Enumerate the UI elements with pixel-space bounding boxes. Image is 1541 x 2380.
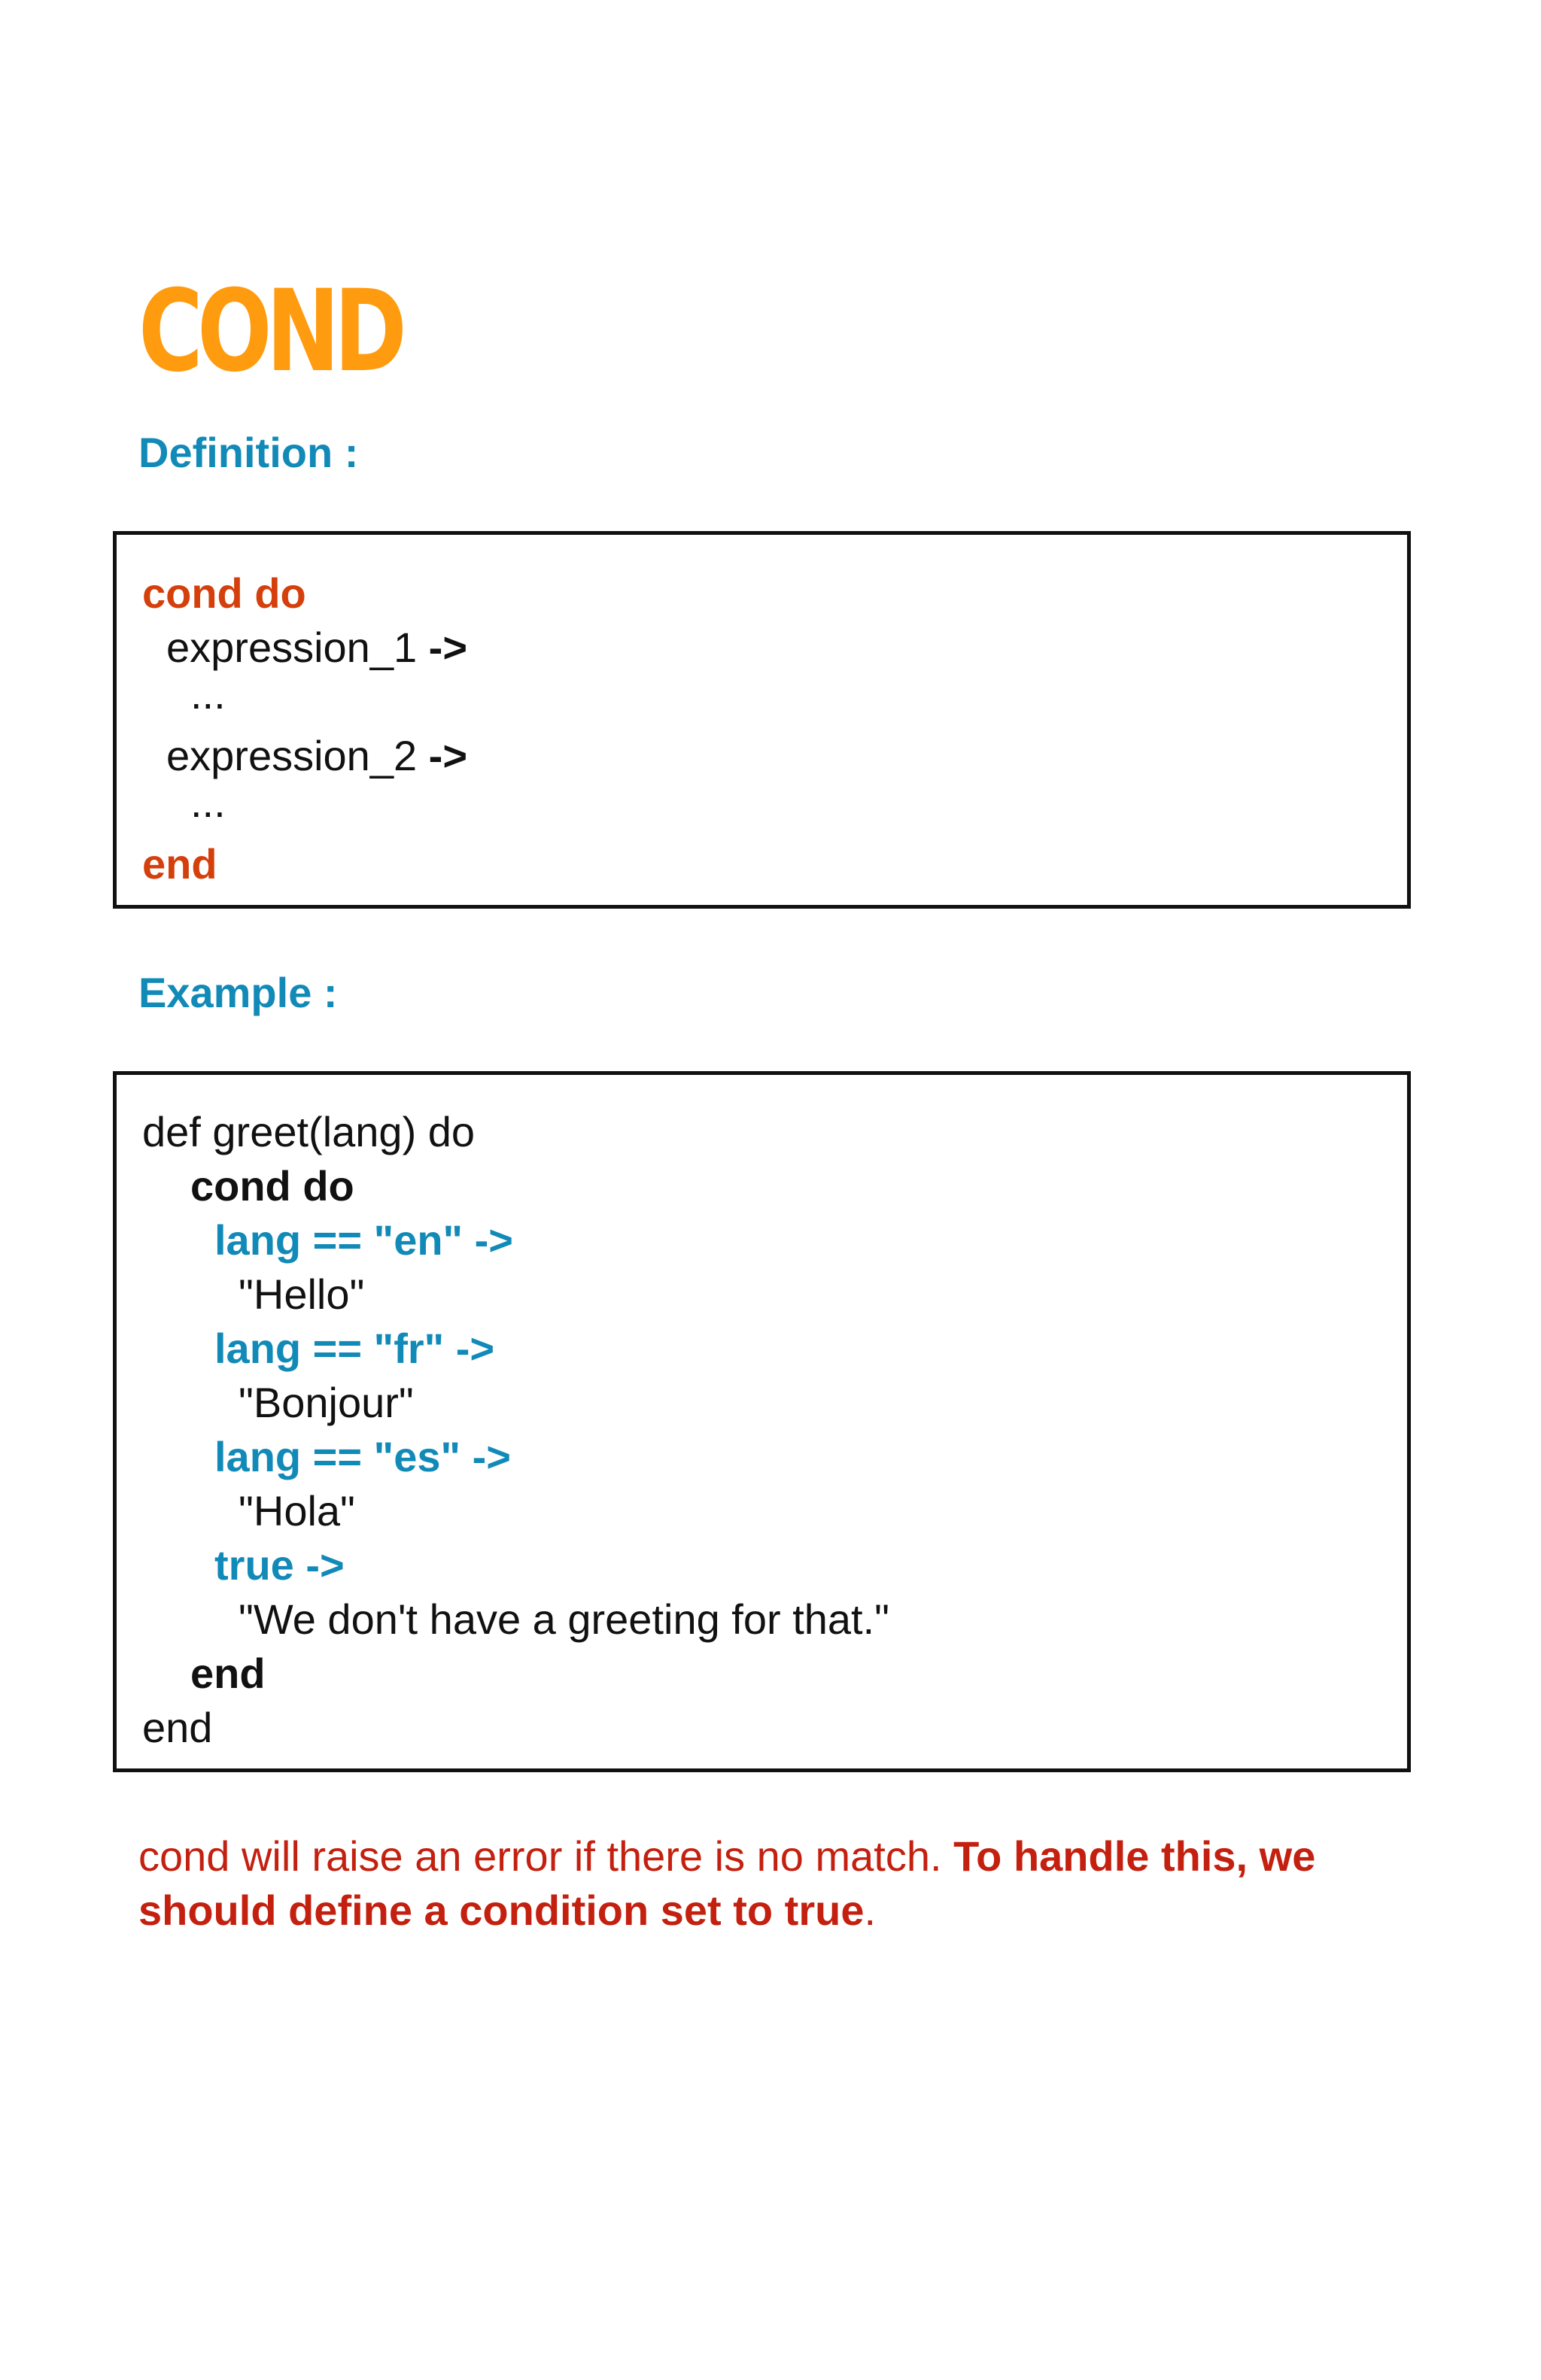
example-line-10: "We don't have a greeting for that." [239, 1595, 890, 1643]
example-code-box [113, 1071, 1411, 1772]
definition-code-box [113, 531, 1411, 909]
definition-label: Definition : [138, 429, 359, 476]
note-text [138, 1829, 1380, 1938]
definition-expression-1: expression_1 [166, 624, 418, 671]
definition-line-1: cond do [142, 569, 306, 617]
definition-arrow-2: -> [428, 732, 468, 779]
note-part-1: cond will raise an error if there is no match. [138, 1832, 954, 1880]
page-title: COND [138, 266, 402, 397]
example-label: Example : [138, 969, 338, 1016]
example-line-1: def greet(lang) do [142, 1108, 476, 1155]
example-line-12: end [142, 1704, 213, 1751]
definition-line-6: end [142, 840, 217, 888]
definition-line-4 [166, 732, 468, 779]
example-line-6: "Bonjour" [239, 1379, 414, 1426]
example-line-5: lang == "fr" -> [214, 1325, 495, 1372]
definition-line-3: ... [190, 670, 226, 718]
example-line-7: lang == "es" -> [214, 1433, 511, 1480]
example-line-4: "Hello" [239, 1270, 365, 1318]
definition-expression-2: expression_2 [166, 732, 418, 779]
note-part-2: To handle this, we should define a condition set to true [138, 1832, 1316, 1934]
definition-line-2 [166, 624, 468, 671]
definition-line-5: ... [190, 779, 226, 826]
definition-arrow-1: -> [428, 624, 468, 671]
example-line-3: lang == "en" -> [214, 1216, 514, 1264]
example-line-2: cond do [190, 1162, 354, 1210]
example-line-11: end [190, 1650, 266, 1697]
example-line-9: true -> [214, 1541, 345, 1589]
example-line-8: "Hola" [239, 1487, 355, 1535]
note-part-3: . [864, 1887, 877, 1934]
